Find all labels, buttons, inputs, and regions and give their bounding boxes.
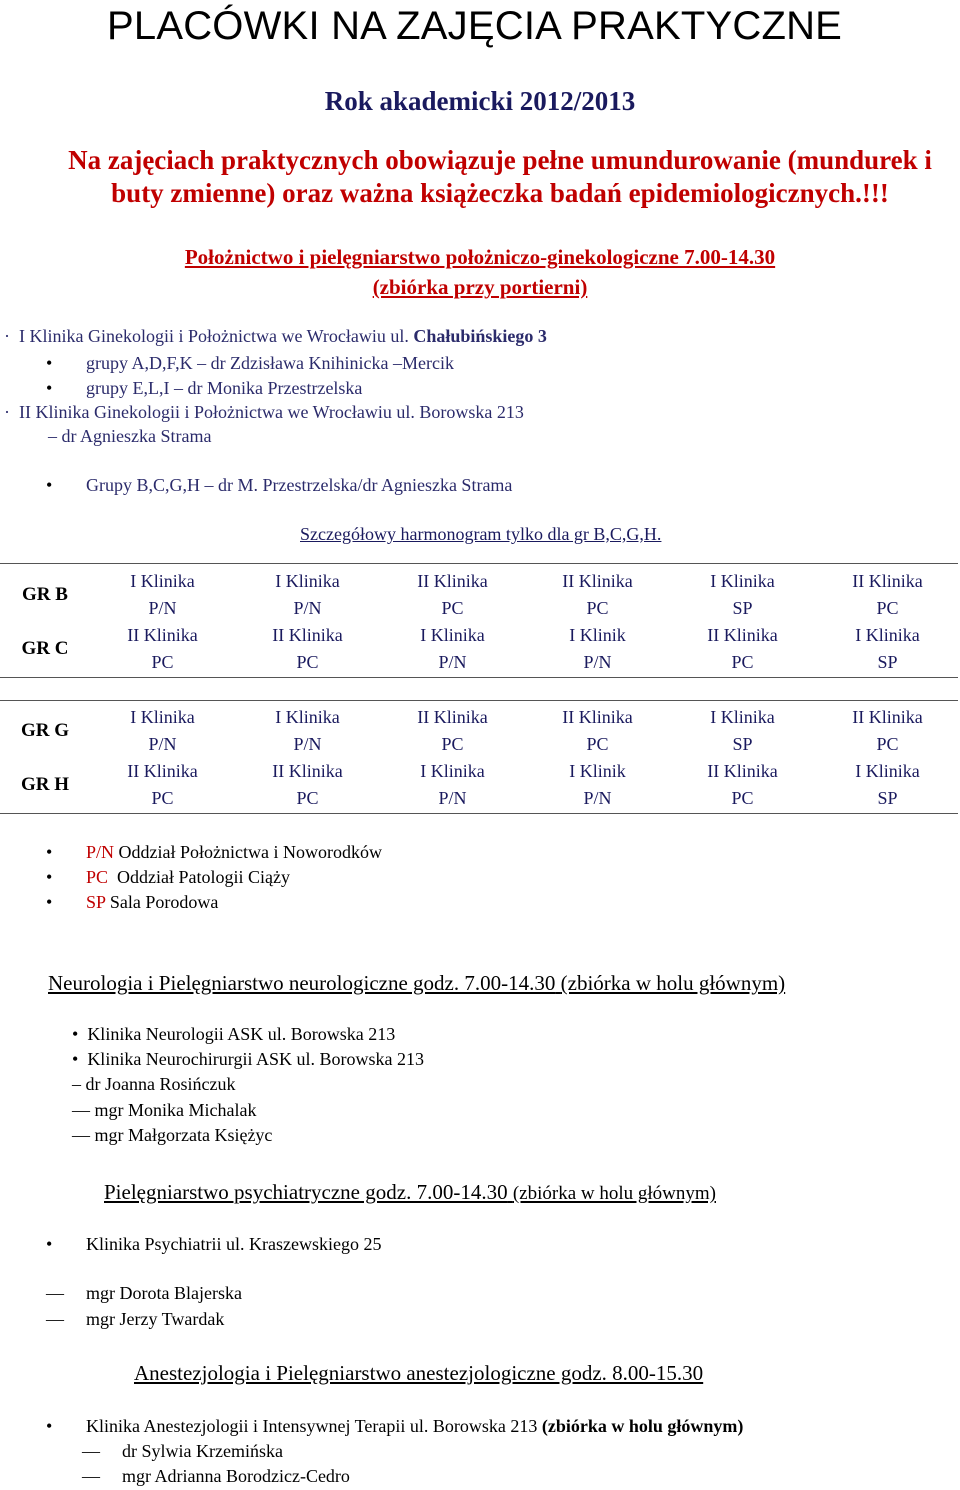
table-row <box>0 704 960 758</box>
schedule-cell: II Klinika PC <box>707 625 778 672</box>
obstetrics-heading <box>0 242 960 302</box>
schedule-cell: I Klinika SP <box>855 761 920 808</box>
clinic1-name: I Klinika Ginekologii i Położnictwa we Wrocławiu ul. <box>19 326 414 346</box>
clinic2-name: II Klinika Ginekologii i Położnictwa we Wrocławiu ul. Borowska 213 <box>19 402 524 422</box>
schedule-table-1 <box>0 568 960 676</box>
obstetrics-heading-line2: (zbiórka przy portierni) <box>372 275 588 299</box>
schedule-cell: I Klinik P/N <box>569 761 626 808</box>
obstetrics-heading-line1: Położnictwo i pielęgniarstwo położniczo-ginekologiczne 7.00-14.30 <box>184 245 776 269</box>
schedule-cell: II Klinika PC <box>852 571 923 618</box>
anest-person: — dr Sylwia Krzemińska <box>122 1441 283 1462</box>
schedule-cell: I Klinika P/N <box>130 571 195 618</box>
group-eli: • grupy E,L,I – dr Monika Przestrzelska <box>86 378 362 399</box>
legend-item <box>86 892 218 913</box>
schedule-cell: I Klinika SP <box>710 707 775 754</box>
table-rule <box>0 813 958 814</box>
legend-text: Oddział Patologii Ciąży <box>117 867 290 887</box>
neurology-title: Neurologia i Pielęgniarstwo neurologiczne godz. 7.00-14.30 <box>48 971 556 995</box>
clinic1-line: · I Klinika Ginekologii i Położnictwa we Wrocławiu ul. Chałubińskiego 3 <box>4 326 547 346</box>
schedule-cell: II Klinika PC <box>417 571 488 618</box>
schedule-cell: I Klinika P/N <box>275 707 340 754</box>
legend-code: SP <box>86 892 106 912</box>
table-rule <box>0 563 958 564</box>
clinic2-person: – dr Agnieszka Strama <box>48 426 212 446</box>
schedule-cell: II Klinika PC <box>417 707 488 754</box>
anest-item: • Klinika Anestezjologii i Intensywnej Terapii ul. Borowska 213 (zbiórka w holu głównym) <box>86 1416 743 1437</box>
legend-code: P/N <box>86 842 115 862</box>
schedule-cell: I Klinika P/N <box>420 625 485 672</box>
anest-person: — mgr Adrianna Borodzicz-Cedro <box>122 1466 350 1487</box>
legend-text: Oddział Położnictwa i Noworodków <box>118 842 382 862</box>
table-row <box>0 622 960 676</box>
schedule-note: Szczegółowy harmonogram tylko dla gr B,C,G,H. <box>300 524 662 544</box>
psychiatry-heading <box>104 1180 716 1205</box>
neurology-note: (zbiórka w holu głównym) <box>560 971 786 995</box>
schedule-cell: I Klinika P/N <box>130 707 195 754</box>
groups-bcgh: • Grupy B,C,G,H – dr M. Przestrzelska/dr Agnieszka Strama <box>86 475 512 496</box>
schedule-table-2 <box>0 704 960 812</box>
schedule-cell: I Klinika SP <box>855 625 920 672</box>
anesthesiology-heading: Anestezjologia i Pielęgniarstwo anestezjologiczne godz. 8.00-15.30 <box>134 1361 704 1385</box>
legend-text: Sala Porodowa <box>109 892 219 912</box>
table-rule <box>0 677 958 678</box>
psych-person: — mgr Jerzy Twardak <box>86 1309 224 1330</box>
psych-item: • Klinika Psychiatrii ul. Kraszewskiego 25 <box>86 1234 381 1255</box>
schedule-cell: I Klinika P/N <box>420 761 485 808</box>
schedule-cell: II Klinika PC <box>562 571 633 618</box>
schedule-cell: I Klinika SP <box>710 571 775 618</box>
neuro-person: — mgr Monika Michalak <box>72 1100 257 1120</box>
neurology-heading <box>48 971 785 996</box>
group-label: GR B <box>22 584 68 605</box>
group-label: GR G <box>20 720 70 741</box>
psychiatry-title: Pielęgniarstwo psychiatryczne godz. 7.00-14.30 <box>104 1180 508 1204</box>
schedule-cell: I Klinika P/N <box>275 571 340 618</box>
schedule-cell: II Klinika PC <box>127 625 198 672</box>
page-title: PLACÓWKI NA ZAJĘCIA PRAKTYCZNE <box>107 4 843 48</box>
schedule-cell: II Klinika PC <box>852 707 923 754</box>
neuro-item: • Klinika Neurochirurgii ASK ul. Borowska 213 <box>72 1049 424 1069</box>
psychiatry-note: (zbiórka w holu głównym) <box>512 1183 716 1204</box>
legend-item <box>86 867 290 888</box>
uniform-warning: Na zajęciach praktycznych obowiązuje pełne umundurowanie (mundurek i buty zmienne) oraz ważna książeczka badań epidemiologicznych.!!! <box>68 145 932 208</box>
psych-person: — mgr Dorota Blajerska <box>86 1283 242 1304</box>
group-label: GR C <box>21 638 69 659</box>
group-label: GR H <box>20 774 70 795</box>
clinic1-address: Chałubińskiego 3 <box>413 326 547 346</box>
legend-code: PC <box>86 867 109 887</box>
schedule-cell: II Klinika PC <box>272 625 343 672</box>
schedule-cell: I Klinik P/N <box>569 625 626 672</box>
neuro-person: — mgr Małgorzata Księżyc <box>72 1125 273 1145</box>
neuro-item: • Klinika Neurologii ASK ul. Borowska 213 <box>72 1024 396 1044</box>
group-adfk: • grupy A,D,F,K – dr Zdzisława Knihinicka –Mercik <box>86 353 454 374</box>
clinic2-line: · II Klinika Ginekologii i Położnictwa we Wrocławiu ul. Borowska 213 <box>4 402 524 422</box>
academic-year: Rok akademicki 2012/2013 <box>324 86 636 116</box>
legend-item <box>86 842 382 863</box>
table-rule <box>0 700 958 701</box>
schedule-cell: II Klinika PC <box>127 761 198 808</box>
schedule-cell: II Klinika PC <box>707 761 778 808</box>
schedule-cell: II Klinika PC <box>272 761 343 808</box>
table-row <box>0 758 960 812</box>
table-row <box>0 568 960 622</box>
schedule-cell: II Klinika PC <box>562 707 633 754</box>
neuro-person: – dr Joanna Rosińczuk <box>72 1074 236 1094</box>
